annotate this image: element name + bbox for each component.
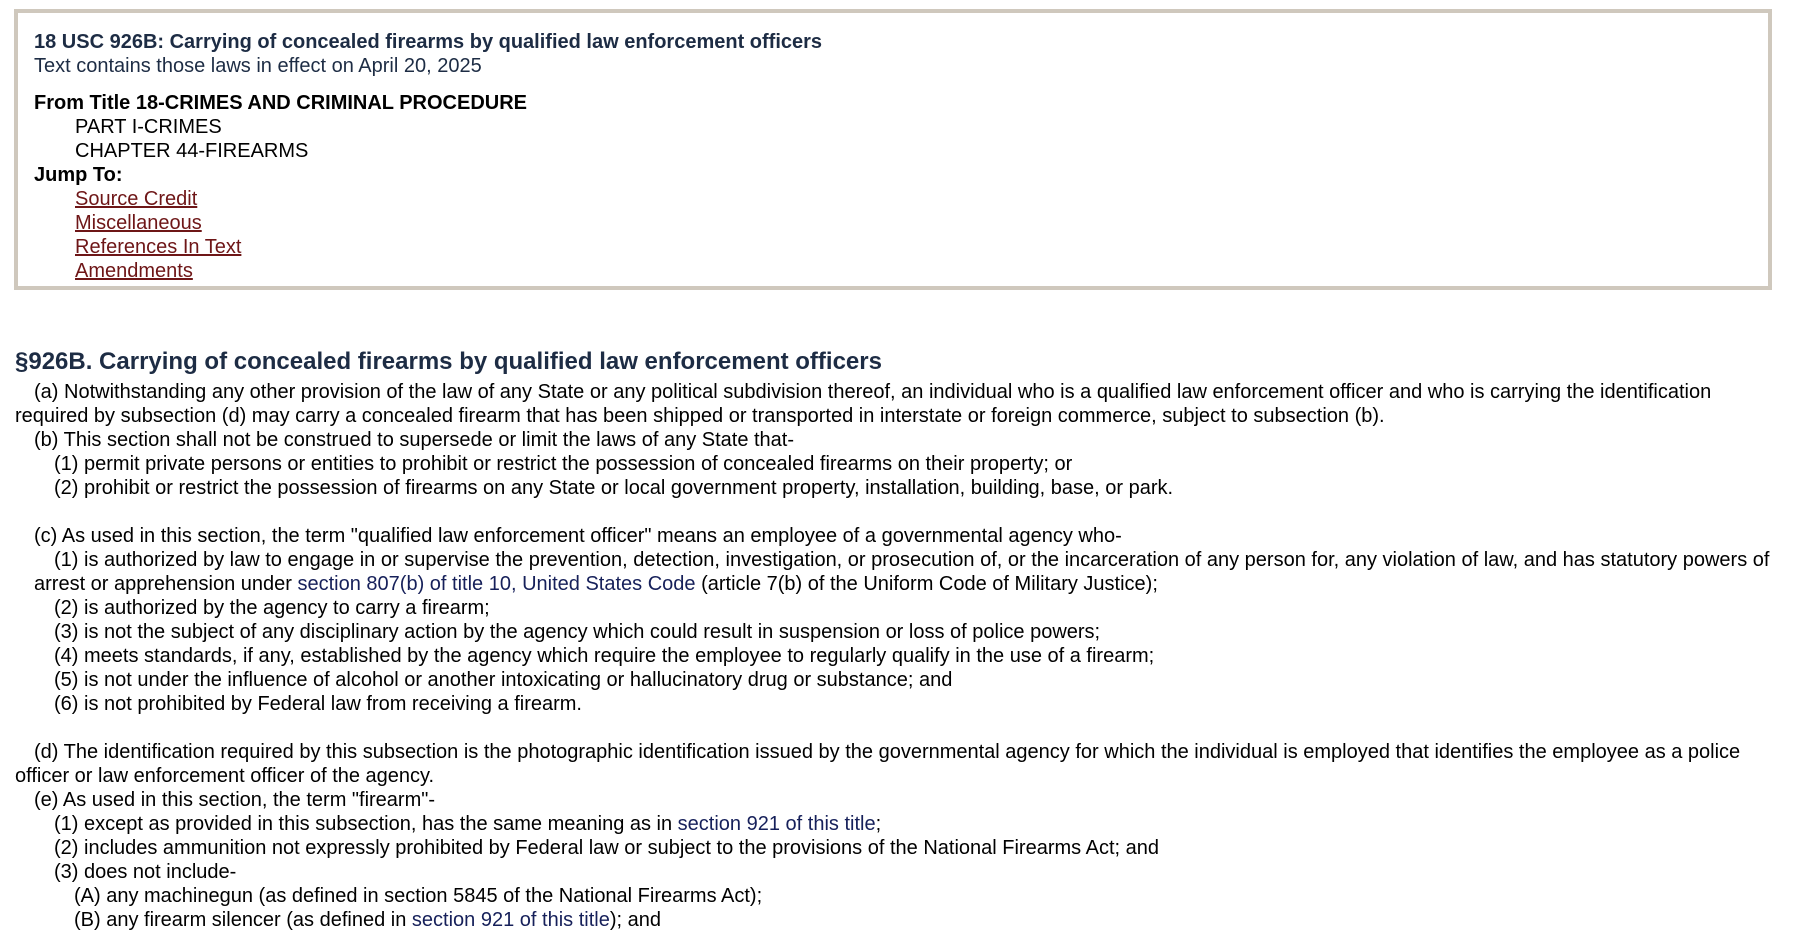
document-info-box xyxy=(14,9,1772,290)
jump-link-amendments[interactable]: Amendments xyxy=(75,260,193,282)
document-id: 18 USC 926B: Carrying of concealed firearms by qualified law enforcement officers xyxy=(34,31,823,53)
subsection-c-6: (6) is not prohibited by Federal law from receiving a firearm. xyxy=(54,693,582,715)
subsection-d: (d) The identification required by this subsection is the photographic identification issued by the governmental agency for which the individual is employed that identifies the employee as a police officer or law enforcement officer of the agency. xyxy=(15,741,1741,787)
subsection-a: (a) Notwithstanding any other provision of the law of any State or any political subdivision thereof, an individual who is a qualified law enforcement officer and who is carrying the identification required by subsection (d) may carry a concealed firearm that has been shipped or transported in interstate or foreign commerce, subject to subsection (b). xyxy=(15,381,1712,427)
subsection-b: (b) This section shall not be construed to supersede or limit the laws of any State that- xyxy=(34,429,795,451)
section-body xyxy=(15,348,1785,932)
link-section-921[interactable]: section 921 of this title xyxy=(677,813,876,835)
subsection-e-1-text-end: ; xyxy=(875,813,882,835)
link-section-807b-title-10[interactable]: section 807(b) of title 10, United States Code xyxy=(297,573,696,595)
subsection-c: (c) As used in this section, the term "qualified law enforcement officer" means an employee of a governmental agency who- xyxy=(34,525,1122,547)
subsection-e-3: (3) does not include- xyxy=(54,861,237,883)
subsection-e-3-B-text-end: ); and xyxy=(609,909,661,931)
subsection-e: (e) As used in this section, the term "firearm"- xyxy=(34,789,436,811)
subsection-e-1 xyxy=(15,812,1785,836)
subsection-b-2: (2) prohibit or restrict the possession of firearms on any State or local government property, installation, building, base, or park. xyxy=(54,477,1174,499)
title-heading: From Title 18-CRIMES AND CRIMINAL PROCEDURE xyxy=(34,92,528,114)
subsection-e-3-B xyxy=(15,908,1785,932)
spacer xyxy=(15,500,1785,524)
jump-link-references-in-text[interactable]: References In Text xyxy=(75,236,242,258)
subsection-c-4: (4) meets standards, if any, established by the agency which require the employee to regularly qualify in the use of a firearm; xyxy=(54,645,1155,667)
part-label: PART I-CRIMES xyxy=(75,116,222,138)
effective-date-note: Text contains those laws in effect on April 20, 2025 xyxy=(34,55,482,77)
jump-link-miscellaneous[interactable]: Miscellaneous xyxy=(75,212,202,234)
link-section-921-silencer[interactable]: section 921 of this title xyxy=(411,909,610,931)
spacer xyxy=(15,716,1785,740)
subsection-b-1: (1) permit private persons or entities to prohibit or restrict the possession of concealed firearms on their property; or xyxy=(54,453,1073,475)
subsection-e-1-text: (1) except as provided in this subsection, has the same meaning as in xyxy=(54,813,678,835)
subsection-c-2: (2) is authorized by the agency to carry a firearm; xyxy=(54,597,490,619)
subsection-e-3-A: (A) any machinegun (as defined in section 5845 of the National Firearms Act); xyxy=(74,885,763,907)
subsection-c-1-text-end: (article 7(b) of the Uniform Code of Military Justice); xyxy=(695,573,1158,595)
section-heading: §926B. Carrying of concealed firearms by qualified law enforcement officers xyxy=(15,348,882,375)
subsection-c-3: (3) is not the subject of any disciplinary action by the agency which could result in suspension or loss of police powers; xyxy=(54,621,1101,643)
subsection-c-1-text: (1) is authorized by law to engage in or supervise the prevention, detection, investigation, or prosecution of, or the incarceration of any person for, any violation of law, and has statutory powers of arrest or apprehension under xyxy=(34,549,1770,595)
subsection-e-2: (2) includes ammunition not expressly prohibited by Federal law or subject to the provisions of the National Firearms Act; and xyxy=(54,837,1159,859)
chapter-label: CHAPTER 44-FIREARMS xyxy=(75,140,309,162)
subsection-c-1 xyxy=(15,548,1785,596)
jump-to-label: Jump To: xyxy=(34,164,123,186)
subsection-e-3-B-text: (B) any firearm silencer (as defined in xyxy=(74,909,412,931)
jump-link-source-credit[interactable]: Source Credit xyxy=(75,188,198,210)
subsection-c-5: (5) is not under the influence of alcohol or another intoxicating or hallucinatory drug or substance; and xyxy=(54,669,953,691)
